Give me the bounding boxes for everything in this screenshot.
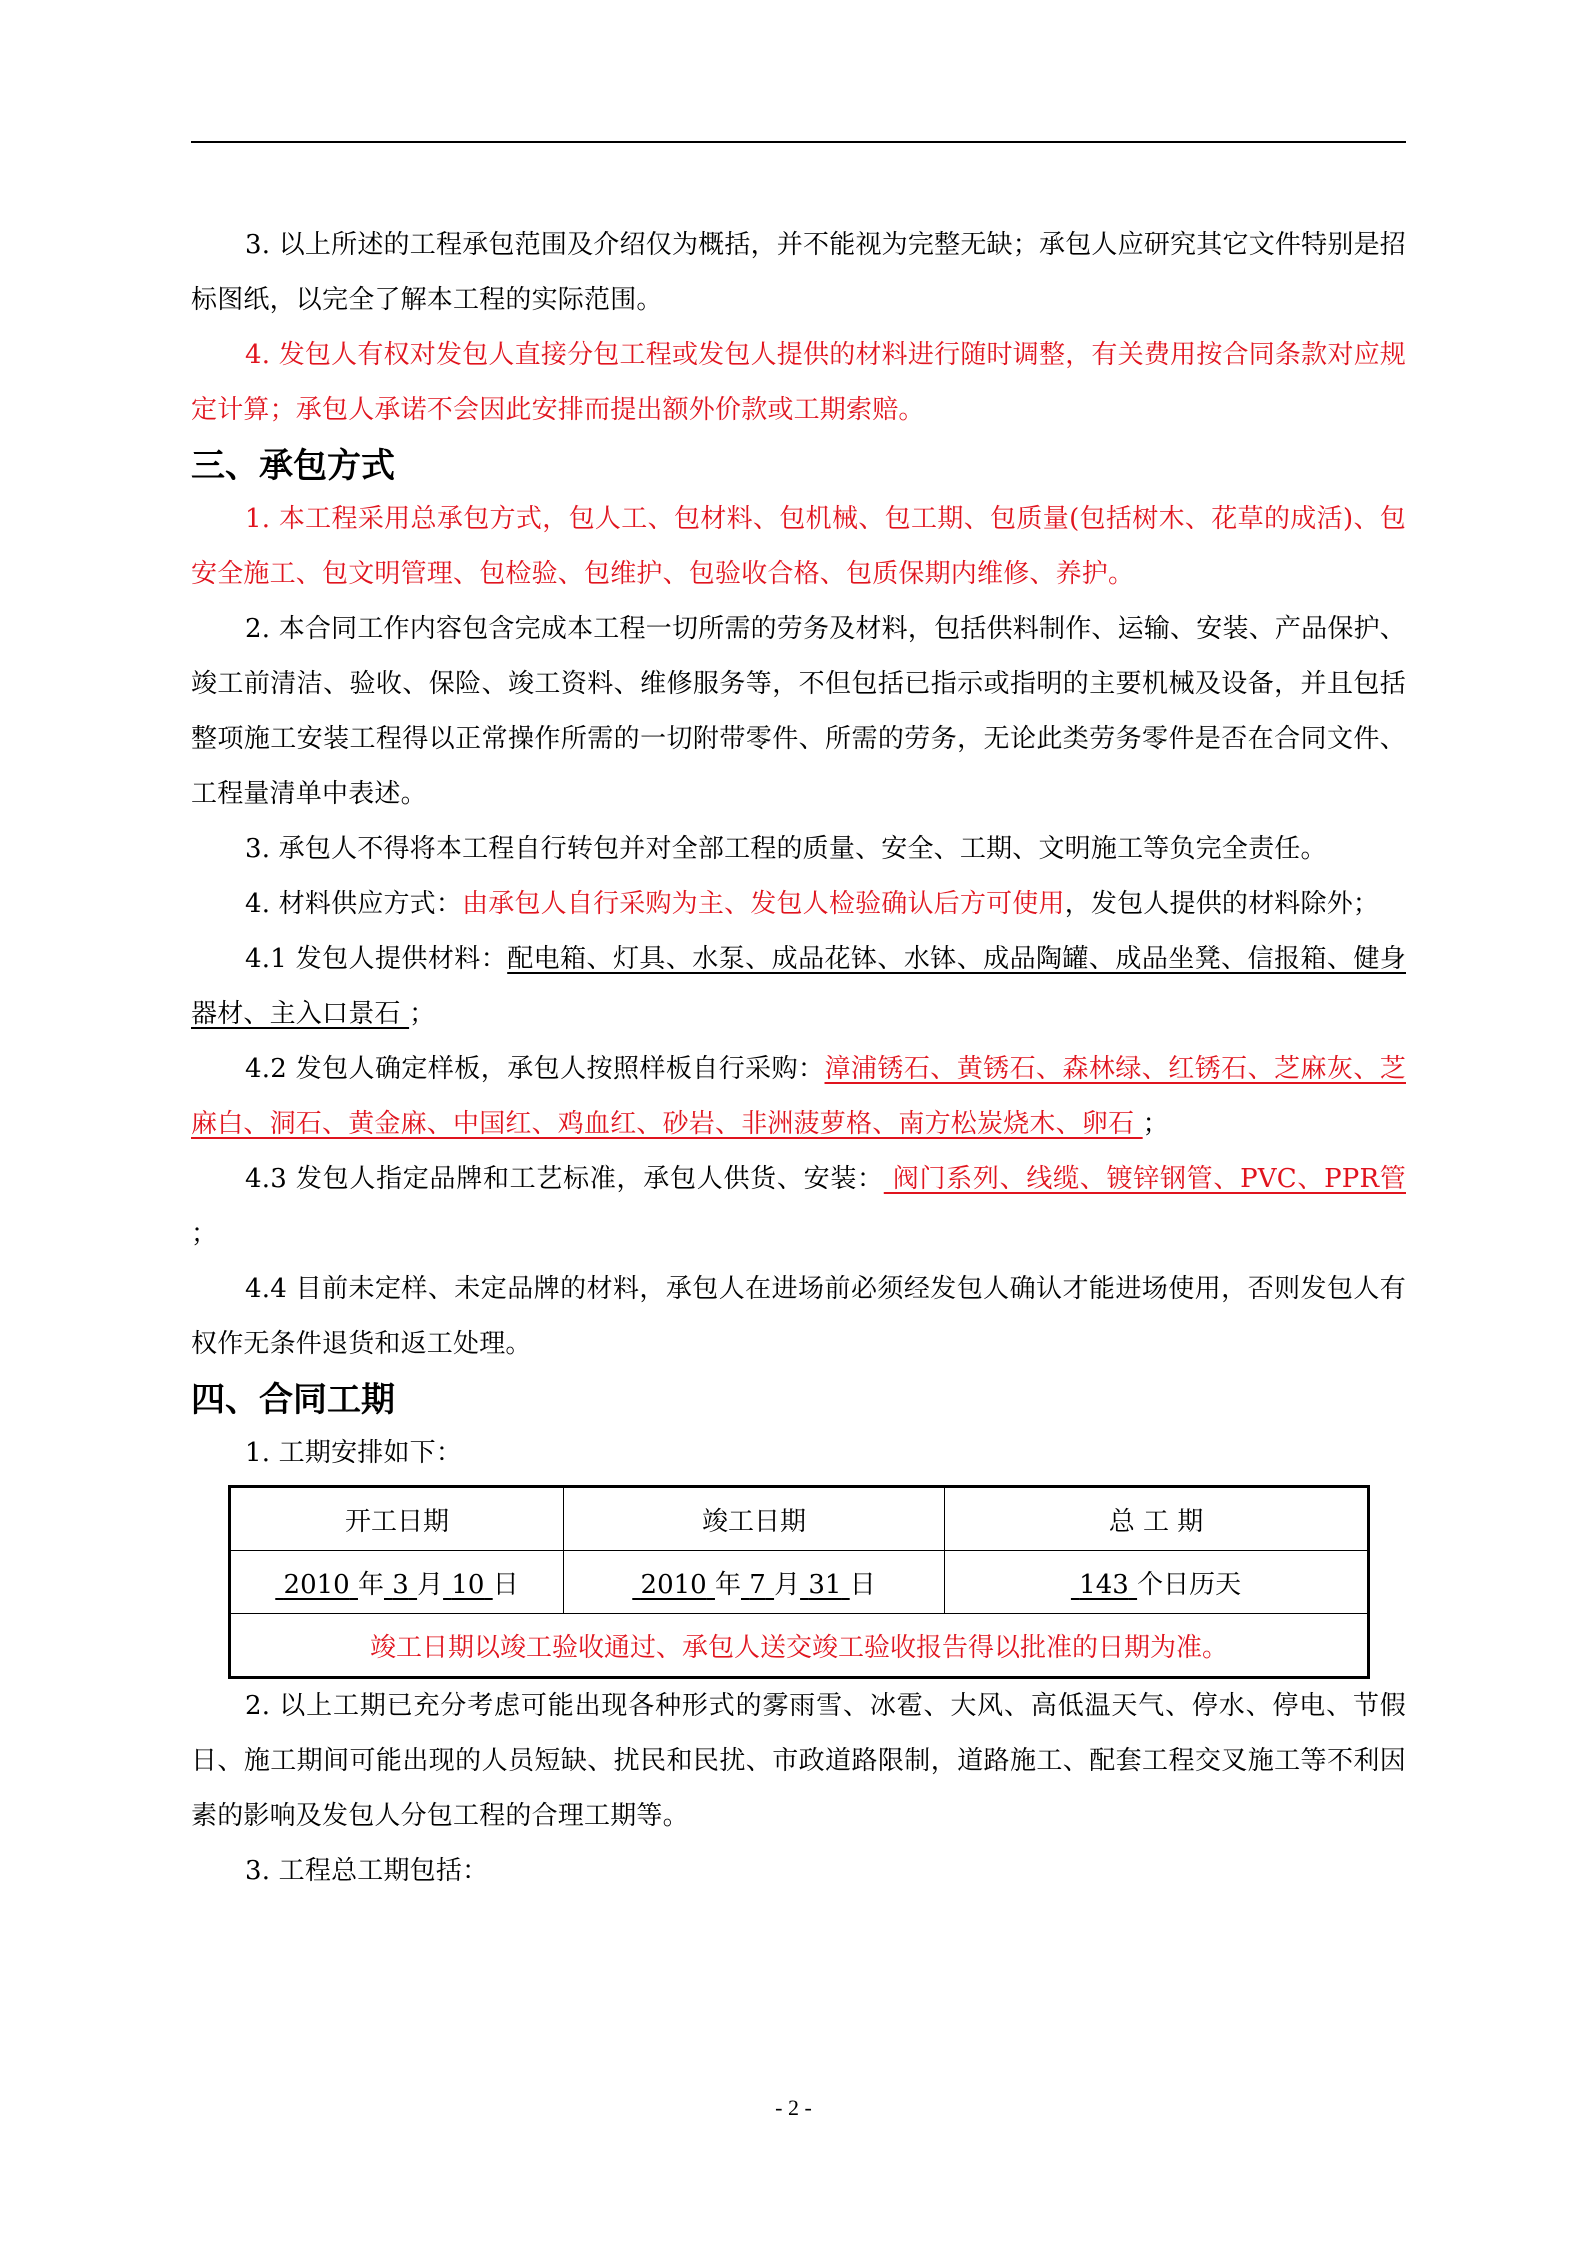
brand-materials-list: 阀门系列、线缆、镀锌钢管、PVC、PPR管 bbox=[883, 1164, 1406, 1194]
header-end-date: 竣工日期 bbox=[564, 1487, 945, 1551]
owner-materials-label: 4.1 发包人提供材料： bbox=[245, 944, 508, 974]
section-heading-3: 三、承包方式 bbox=[191, 446, 395, 486]
paragraph-3-1: 1. 本工程采用总承包方式，包人工、包材料、包机械、包工期、包质量(包括树木、花草的成活)、包安全施工、包文明管理、包检验、包维护、包验收合格、包质保期内维修、养护。 bbox=[191, 504, 1406, 589]
table-row bbox=[230, 1551, 1369, 1614]
start-month: 3 bbox=[392, 1569, 409, 1600]
supply-method-value: 由承包人自行采购为主、发包人检验确认后方可使用 bbox=[462, 889, 1065, 919]
end-day-unit: 日 bbox=[849, 1569, 876, 1600]
end-year-unit: 年 bbox=[714, 1569, 741, 1600]
start-day: 10 bbox=[451, 1569, 485, 1600]
header-rule bbox=[191, 141, 1406, 143]
section-heading-4: 四、合同工期 bbox=[191, 1380, 395, 1420]
completion-note: 竣工日期以竣工验收通过、承包人送交竣工验收报告得以批准的日期为准。 bbox=[230, 1614, 1369, 1678]
paragraph-2-3: 3. 以上所述的工程承包范围及介绍仅为概括，并不能视为完整无缺；承包人应研究其它文件特别是招标图纸，以完全了解本工程的实际范围。 bbox=[191, 230, 1406, 315]
start-day-unit: 日 bbox=[492, 1569, 519, 1600]
table-note-row bbox=[230, 1614, 1369, 1678]
header-total-duration: 总 工 期 bbox=[945, 1487, 1369, 1551]
paragraph-3-4 bbox=[191, 877, 1406, 932]
schedule-table bbox=[228, 1485, 1370, 1679]
table-header-row bbox=[230, 1487, 1369, 1551]
paragraph-2-4: 4. 发包人有权对发包人直接分包工程或发包人提供的材料进行随时调整，有关费用按合同条款对应规定计算；承包人承诺不会因此安排而提出额外价款或工期索赔。 bbox=[191, 340, 1406, 425]
paragraph-3-4-3 bbox=[191, 1152, 1406, 1262]
end-month-unit: 月 bbox=[774, 1569, 801, 1600]
brand-materials-label: 4.3 发包人指定品牌和工艺标准，承包人供货、安装： bbox=[245, 1164, 884, 1194]
owner-materials-tail: ； bbox=[409, 999, 436, 1029]
start-year: 2010 bbox=[283, 1569, 350, 1600]
paragraph-3-2: 2. 本合同工作内容包含完成本工程一切所需的劳务及材料，包括供料制作、运输、安装、产品保护、竣工前清洁、验收、保险、竣工资料、维修服务等，不但包括已指示或指明的主要机械及设备，并且包括整项施工安装工程得以正常操作所需的一切附带零件、所需的劳务，无论此类劳务零件是否在合同文件、工程量清单中表述。 bbox=[191, 614, 1406, 809]
start-year-unit: 年 bbox=[357, 1569, 384, 1600]
paragraph-3-4-4: 4.4 目前未定样、未定品牌的材料，承包人在进场前必须经发包人确认才能进场使用，否则发包人有权作无条件退货和返工处理。 bbox=[191, 1274, 1406, 1359]
end-month: 7 bbox=[749, 1569, 766, 1600]
total-days: 143 bbox=[1079, 1569, 1129, 1600]
page-number: - 2 - bbox=[775, 2095, 812, 2120]
owner-materials-list: 配电箱、灯具、水泵、成品花钵、水钵、成品陶罐、成品坐凳、信报箱、健身器材、主入口景石 bbox=[191, 944, 1406, 1029]
sample-materials-label: 4.2 发包人确定样板，承包人按照样板自行采购： bbox=[245, 1054, 825, 1084]
sample-materials-list: 漳浦锈石、黄锈石、森林绿、红锈石、芝麻灰、芝麻白、洞石、黄金麻、中国红、鸡血红、砂岩、非洲菠萝格、南方松炭烧木、卵石 bbox=[191, 1054, 1406, 1139]
supply-method-tail: ，发包人提供的材料除外； bbox=[1064, 889, 1380, 919]
page-content bbox=[191, 218, 1406, 1899]
end-year: 2010 bbox=[640, 1569, 707, 1600]
end-day: 31 bbox=[808, 1569, 842, 1600]
start-date-cell bbox=[230, 1551, 564, 1614]
supply-method-label: 4. 材料供应方式： bbox=[245, 889, 463, 919]
total-duration-cell bbox=[945, 1551, 1369, 1614]
paragraph-4-1: 1. 工期安排如下： bbox=[245, 1438, 463, 1468]
paragraph-3-4-1 bbox=[191, 932, 1406, 1042]
paragraph-3-4-2 bbox=[191, 1042, 1406, 1152]
header-start-date: 开工日期 bbox=[230, 1487, 564, 1551]
total-days-unit: 个日历天 bbox=[1137, 1569, 1242, 1600]
brand-materials-tail: ； bbox=[191, 1219, 218, 1249]
sample-materials-tail: ； bbox=[1142, 1109, 1169, 1139]
paragraph-3-3: 3. 承包人不得将本工程自行转包并对全部工程的质量、安全、工期、文明施工等负完全责任。 bbox=[245, 834, 1327, 864]
paragraph-4-3: 3. 工程总工期包括： bbox=[245, 1856, 489, 1886]
start-month-unit: 月 bbox=[417, 1569, 444, 1600]
paragraph-4-2: 2. 以上工期已充分考虑可能出现各种形式的雾雨雪、冰雹、大风、高低温天气、停水、停电、节假日、施工期间可能出现的人员短缺、扰民和民扰、市政道路限制，道路施工、配套工程交叉施工等不利因素的影响及发包人分包工程的合理工期等。 bbox=[191, 1691, 1406, 1831]
end-date-cell bbox=[564, 1551, 945, 1614]
